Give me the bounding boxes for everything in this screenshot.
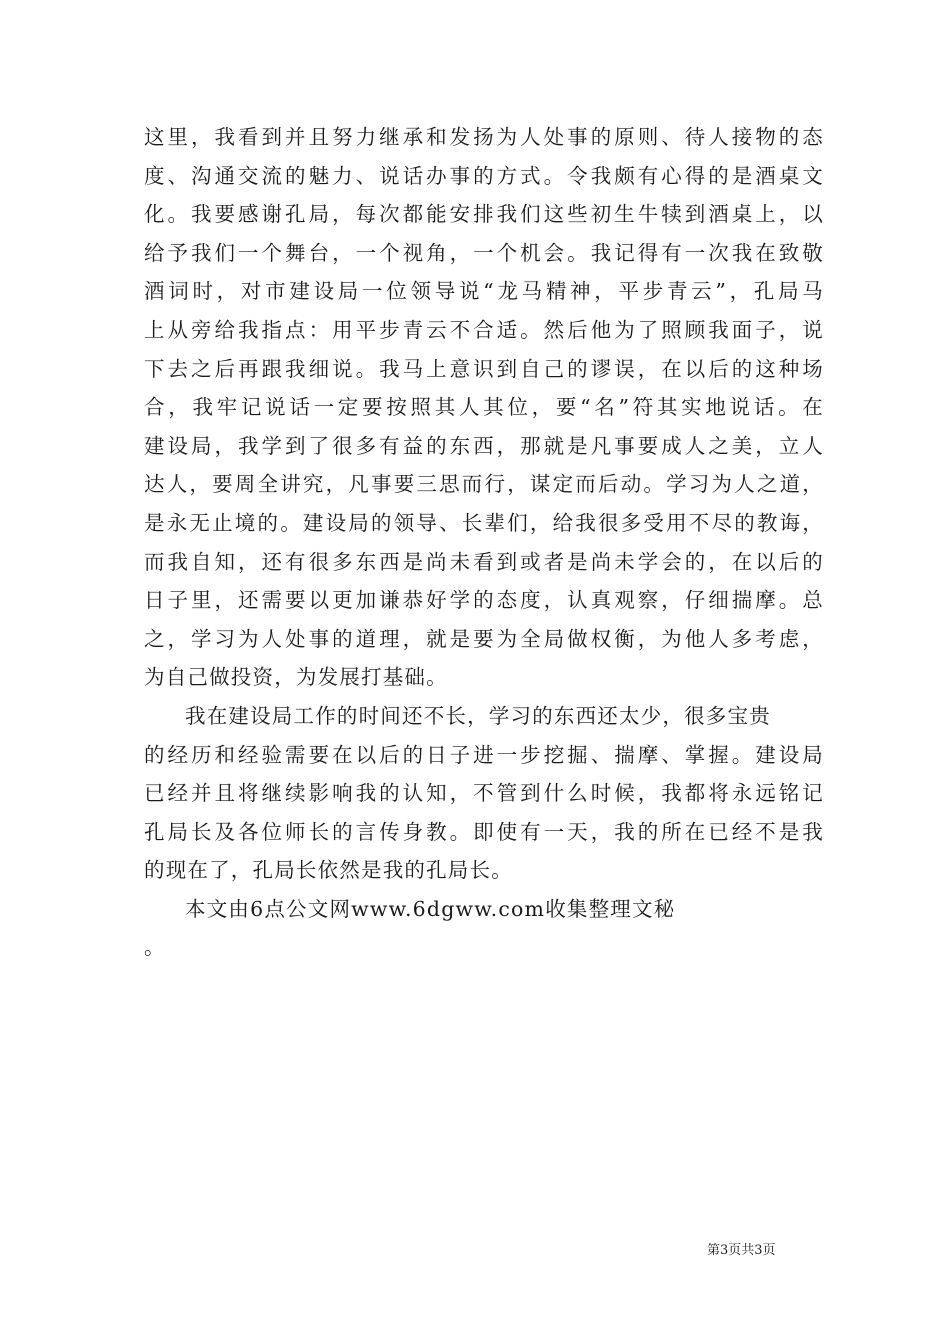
text-line: 是永无止境的。建设局的领导、长辈们，给我很多受用不尽的教诲， xyxy=(144,510,824,535)
text-line: 之，学习为人处事的道理，就是要为全局做权衡，为他人多考虑， xyxy=(144,626,824,651)
text-line: 日子里，还需要以更加谦恭好学的态度，认真观察，仔细揣摩。总 xyxy=(144,588,824,613)
text-line: 这里，我看到并且努力继承和发扬为人处事的原则、待人接物的态 xyxy=(144,125,824,149)
text-line: 合，我牢记说话一定要按照其人其位，要“名”符其实地说话。在 xyxy=(144,395,824,420)
text-line: 为自己做投资，为发展打基础。 xyxy=(144,665,448,690)
paragraph-first-line: 我在建设局工作的时间还不长，学习的东西还太少，很多宝贵 xyxy=(185,703,771,728)
text-line: 酒词时，对市建设局一位领导说“龙马精神，平步青云”，孔局马 xyxy=(144,279,824,304)
text-line: 而我自知，还有很多东西是尚未看到或者是尚未学会的，在以后的 xyxy=(144,549,824,574)
text-line: 孔局长及各位师长的言传身教。即使有一天，我的所在已经不是我 xyxy=(144,819,824,844)
text-line: 上从旁给我指点：用平步青云不合适。然后他为了照顾我面子，说 xyxy=(144,317,824,342)
text-line: 化。我要感谢孔局，每次都能安排我们这些初生牛犊到酒桌上，以 xyxy=(144,202,824,227)
document-body xyxy=(144,118,824,967)
text-line: 的现在了，孔局长依然是我的孔局长。 xyxy=(144,858,513,883)
text-line: 给予我们一个舞台，一个视角，一个机会。我记得有一次我在致敬 xyxy=(144,240,824,265)
text-line: 已经并且将继续影响我的认知，不管到什么时候，我都将永远铭记 xyxy=(144,781,824,806)
text-line: 的经历和经验需要在以后的日子进一步挖掘、揣摩、掌握。建设局 xyxy=(144,742,824,767)
source-note: 本文由6点公文网www.6dgww.com收集整理文秘 xyxy=(185,896,676,921)
trailing-punctuation: 。 xyxy=(144,935,166,960)
text-line: 达人，要周全讲究，凡事要三思而行，谋定而后动。学习为人之道， xyxy=(144,472,824,497)
text-line: 建设局，我学到了很多有益的东西，那就是凡事要成人之美，立人 xyxy=(144,433,824,458)
page-number: 第3页共3页 xyxy=(707,1243,776,1258)
text-line: 度、沟通交流的魅力、说话办事的方式。令我颇有心得的是酒桌文 xyxy=(144,163,824,188)
text-line: 下去之后再跟我细说。我马上意识到自己的谬误，在以后的这种场 xyxy=(144,356,824,381)
